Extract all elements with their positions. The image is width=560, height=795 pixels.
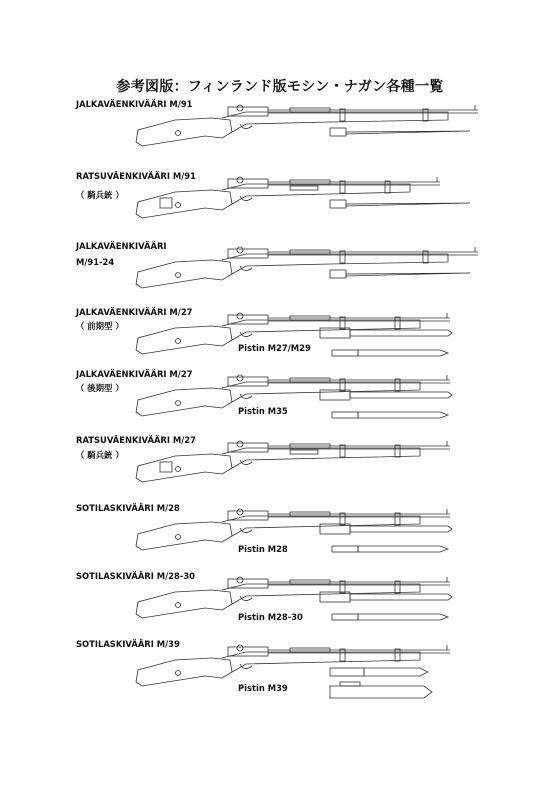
- rifle-sling-slot: [290, 450, 318, 454]
- rifle-bolt-knob: [237, 375, 243, 381]
- rifle-barrel-band: [395, 649, 400, 661]
- rifle-barrel-band: [395, 445, 400, 457]
- rifle-stock: [136, 522, 232, 550]
- rifle-name: JALKAVÄENKIVÄÄRI M/27: [76, 369, 193, 379]
- rifle-name: JALKAVÄENKIVÄÄRI M/27: [76, 307, 193, 317]
- rifle-entry-m27-early: [0, 306, 560, 364]
- rifle-barrel-band: [340, 379, 345, 391]
- rifle-barrel-band: [340, 513, 345, 525]
- rifle-bolt-knob: [237, 577, 243, 583]
- rifle-sling-swivel: [176, 401, 181, 406]
- bayonet-blade: [346, 203, 470, 206]
- bayonet-scabbard: [350, 330, 452, 336]
- rifle-stock: [136, 388, 232, 416]
- rifle-sling-swivel: [176, 603, 181, 608]
- bayonet-blade: [358, 614, 448, 620]
- rifle-note: （ 後期型 ）: [76, 383, 124, 393]
- rifle-name: RATSUVÄENKIVÄÄRI M/27: [76, 435, 196, 445]
- page-title: 参考図版：フィンランド版モシン・ナガン各種一覧: [116, 79, 444, 95]
- bayonet-blade: [358, 350, 448, 356]
- rifle-illustration: [0, 434, 560, 494]
- rifle-entry-m27-cavalry: [0, 434, 560, 492]
- rifle-name: RATSUVÄENKIVÄÄRI M/91: [76, 171, 196, 181]
- rifle-stock: [136, 326, 232, 354]
- rifle-barrel-band: [340, 251, 345, 263]
- rifle-stock: [136, 118, 232, 146]
- bayonet-label: Pistin M28-30: [238, 612, 303, 622]
- rifle-forestock: [222, 112, 448, 132]
- bayonet-label: Pistin M28: [238, 544, 288, 554]
- rifle-name: JALKAVÄENKIVÄÄRI: [76, 241, 167, 251]
- rifle-barrel-band: [395, 317, 400, 329]
- rifle-barrel-band: [340, 445, 345, 457]
- rifle-trigger-guard: [240, 124, 252, 129]
- rifle-barrel-band: [385, 181, 390, 193]
- rifle-trigger-guard: [240, 266, 252, 271]
- bayonet-scabbard: [330, 686, 432, 698]
- rifle-barrel-band: [340, 649, 345, 661]
- rifle-barrel-band: [395, 513, 400, 525]
- rifle-forestock: [222, 448, 420, 468]
- rifle-trigger-guard: [240, 394, 252, 399]
- rifle-barrel-band: [395, 379, 400, 391]
- rifle-illustration: [0, 170, 560, 230]
- rifle-forestock: [222, 652, 420, 672]
- rifle-name: SOTILASKIVÄÄRI M/28: [76, 503, 180, 513]
- rifle-barrel-band: [340, 581, 345, 593]
- bayonet-handle: [332, 412, 358, 418]
- rifle-bolt-knob: [237, 177, 243, 183]
- rifle-barrel-band: [340, 317, 345, 329]
- bayonet-blade: [358, 412, 448, 418]
- rifle-entry-m39: [0, 638, 560, 718]
- rifle-entry-m91: [0, 98, 560, 150]
- rifle-barrel-band: [423, 109, 428, 121]
- rifle-barrel-band: [340, 181, 345, 193]
- rifle-illustration: [0, 638, 560, 718]
- rifle-forestock: [222, 184, 410, 204]
- rifle-trigger-guard: [240, 528, 252, 533]
- rifle-name-line2: M/91-24: [76, 257, 115, 267]
- rifle-note: （ 騎兵銃 ）: [76, 450, 124, 460]
- bayonet-handle: [332, 614, 358, 620]
- rifle-sling-swivel: [176, 467, 181, 472]
- rifle-trigger-guard: [240, 460, 252, 465]
- bayonet-label: Pistin M35: [238, 406, 288, 416]
- rifle-stock: [136, 454, 232, 482]
- rifle-sling-swivel: [176, 273, 181, 278]
- rifle-entry-m28-30: [0, 570, 560, 628]
- bayonet-blade: [358, 546, 448, 552]
- bayonet-socket: [330, 200, 346, 208]
- rifle-entry-m91-24: [0, 240, 560, 292]
- rifle-trigger-guard: [240, 196, 252, 201]
- rifle-name: JALKAVÄENKIVÄÄRI M/91: [76, 99, 193, 109]
- bayonet-handle: [332, 546, 358, 552]
- rifle-bolt-knob: [237, 509, 243, 515]
- rifle-note: （ 騎兵銃 ）: [76, 190, 124, 200]
- bayonet-socket: [330, 128, 346, 136]
- rifle-bolt-knob: [237, 645, 243, 651]
- rifle-stock-slot: [160, 462, 172, 472]
- rifle-barrel-band: [395, 581, 400, 593]
- rifle-bolt-knob: [237, 441, 243, 447]
- rifle-illustration: [0, 368, 560, 428]
- rifle-sling-swivel: [176, 339, 181, 344]
- rifle-bolt-knob: [237, 105, 243, 111]
- rifle-forestock: [222, 254, 448, 274]
- bayonet-scabbard: [350, 594, 452, 600]
- bayonet-socket: [330, 270, 346, 278]
- bayonet-label: Pistin M27/M29: [238, 343, 311, 353]
- rifle-stock: [136, 190, 232, 218]
- bayonet-scabbard: [350, 526, 452, 532]
- rifle-entry-m27-late: [0, 368, 560, 426]
- bayonet-scabbard-frog: [340, 682, 360, 686]
- bayonet-blade: [346, 131, 470, 134]
- rifle-sling-swivel: [176, 203, 181, 208]
- rifle-barrel-band: [340, 109, 345, 121]
- rifle-entry-m91-cavalry: [0, 170, 560, 222]
- rifle-name: SOTILASKIVÄÄRI M/39: [76, 639, 180, 649]
- rifle-stock: [136, 590, 232, 618]
- rifle-sling-swivel: [176, 131, 181, 136]
- rifle-illustration: [0, 240, 560, 300]
- rifle-stock: [136, 260, 232, 288]
- rifle-barrel-band: [423, 251, 428, 263]
- bayonet-handle: [330, 668, 364, 676]
- bayonet-scabbard: [350, 392, 452, 398]
- rifle-sling-swivel: [176, 535, 181, 540]
- rifle-bolt-knob: [237, 313, 243, 319]
- rifle-name: SOTILASKIVÄÄRI M/28-30: [76, 571, 195, 581]
- bayonet-blade: [346, 273, 470, 276]
- rifle-trigger-guard: [240, 332, 252, 337]
- bayonet-handle: [332, 350, 358, 356]
- rifle-note: （ 前期型 ）: [76, 321, 124, 331]
- rifle-illustration: [0, 98, 560, 158]
- bayonet-label: Pistin M39: [238, 683, 288, 693]
- rifle-trigger-guard: [240, 596, 252, 601]
- rifle-illustration: [0, 306, 560, 366]
- rifle-stock: [136, 658, 232, 686]
- rifle-stock-slot: [160, 198, 172, 208]
- bayonet-blade: [364, 668, 428, 676]
- rifle-sling-swivel: [176, 671, 181, 676]
- rifle-entry-m28: [0, 502, 560, 560]
- rifle-trigger-guard: [240, 664, 252, 669]
- rifle-bolt-knob: [237, 247, 243, 253]
- rifle-sling-slot: [290, 186, 318, 190]
